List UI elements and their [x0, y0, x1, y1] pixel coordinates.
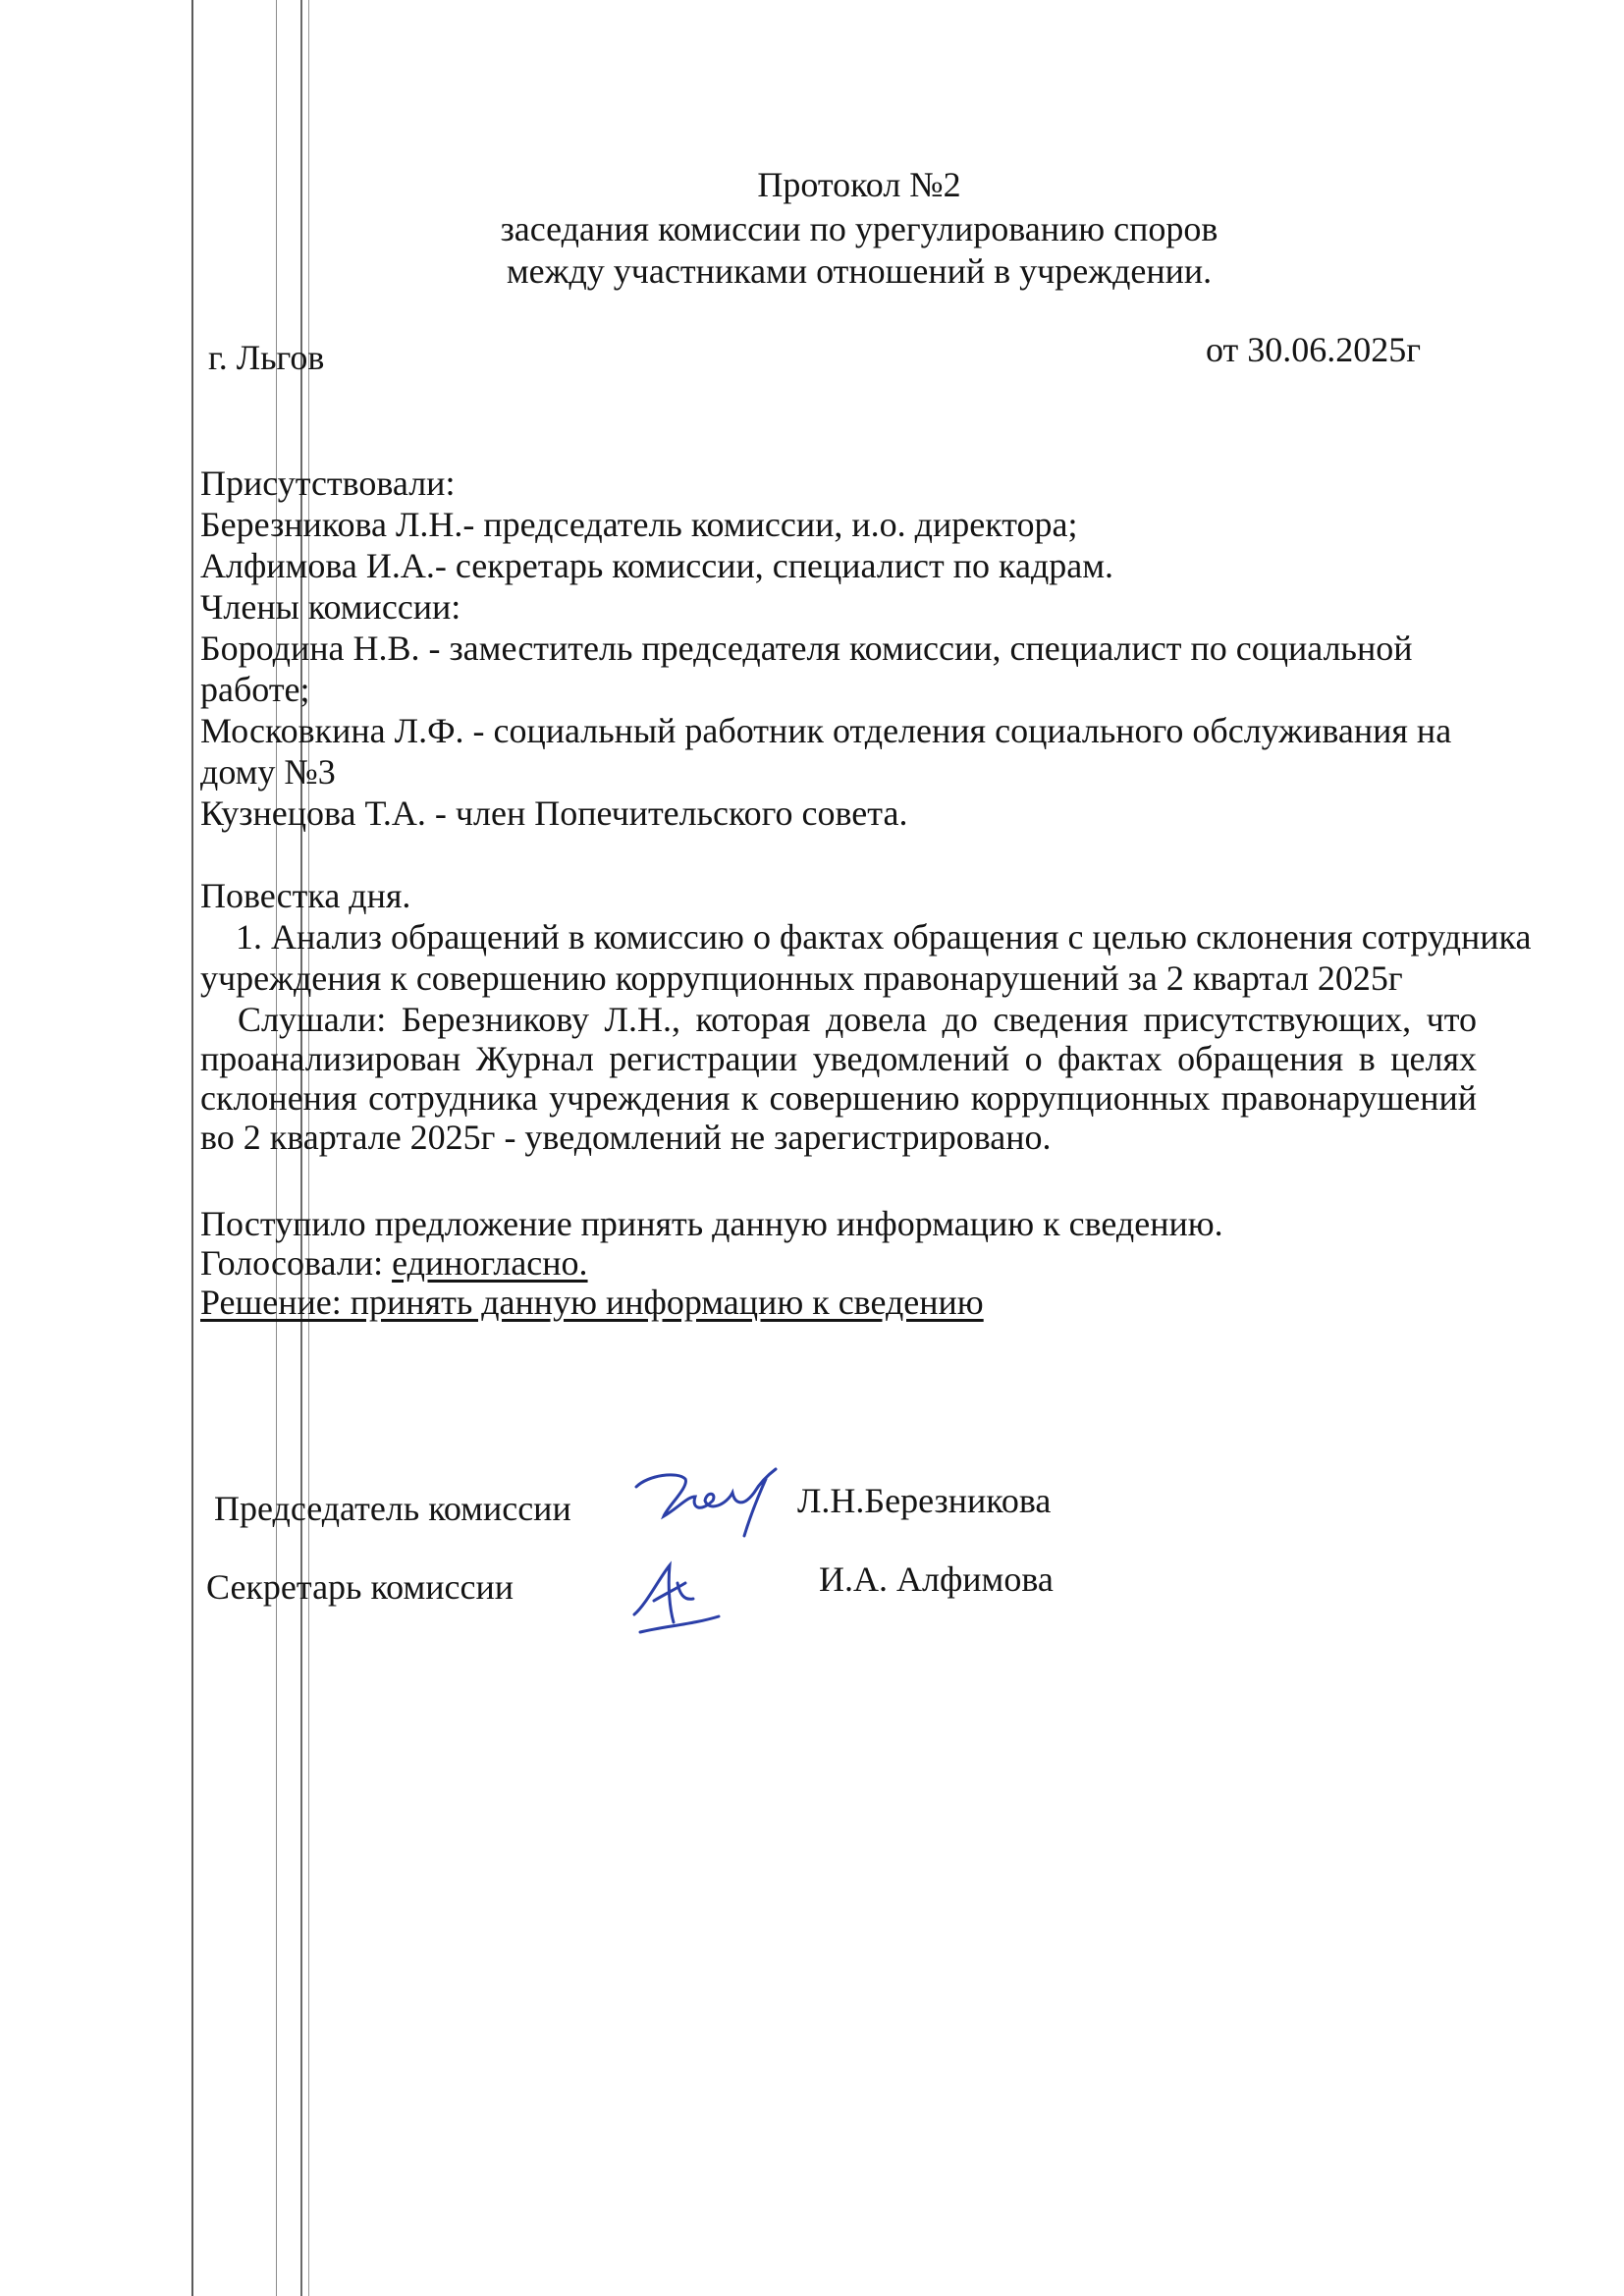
- member-2-line2: дому №3: [200, 752, 336, 792]
- chair-signature: [628, 1457, 805, 1546]
- attendee-secretary: Алфимова И.А.- секретарь комиссии, специалист по кадрам.: [200, 546, 1114, 585]
- secretary-role: Секретарь комиссии: [206, 1567, 514, 1607]
- member-3: Кузнецова Т.А. - член Попечительского совета.: [200, 793, 908, 833]
- heard-paragraph: Слушали: Березникову Л.Н., которая довела до сведения присутствующих, что проанализирован Журнал регистрации уведомлений о фактах обращения в целях склонения сотрудника учреждения к совершению коррупционных правонарушений во 2 квартале 2025г - уведомлений не зарегистрировано.: [200, 1000, 1477, 1157]
- decision: Решение: принять данную информацию к сведению: [200, 1283, 984, 1322]
- protocol-subtitle-line1: заседания комиссии по урегулированию споров: [500, 209, 1218, 248]
- place: г. Льгов: [208, 338, 325, 377]
- voting-result: единогласно.: [392, 1243, 588, 1283]
- member-1-line1: Бородина Н.В. - заместитель председателя комиссии, специалист по социальной: [200, 629, 1413, 668]
- agenda-heading: Повестка дня.: [200, 876, 411, 915]
- member-1-line2: работе;: [200, 670, 310, 709]
- protocol-date: от 30.06.2025г: [1206, 330, 1422, 369]
- voting-label: Голосовали:: [200, 1243, 393, 1283]
- protocol-subtitle-line2: между участниками отношений в учреждении.: [506, 251, 1213, 291]
- attendee-chair: Березникова Л.Н.- председатель комиссии, и.о. директора;: [200, 505, 1078, 544]
- agenda-item-1-line2: учреждения к совершению коррупционных правонарушений за 2 квартал 2025г: [200, 958, 1403, 998]
- voting-line: [200, 1243, 588, 1283]
- protocol-title: Протокол №2: [757, 165, 961, 204]
- scan-artifact-line: [191, 0, 193, 2296]
- chair-role: Председатель комиссии: [214, 1489, 571, 1528]
- secretary-signature: [624, 1554, 742, 1642]
- attendance-heading: Присутствовали:: [200, 464, 456, 503]
- secretary-name: И.А. Алфимова: [819, 1559, 1054, 1599]
- members-heading: Члены комиссии:: [200, 587, 461, 627]
- member-2-line1: Московкина Л.Ф. - социальный работник отделения социального обслуживания на: [200, 711, 1452, 750]
- proposal: Поступило предложение принять данную информацию к сведению.: [200, 1204, 1223, 1243]
- agenda-item-1-line1: 1. Анализ обращений в комиссию о фактах обращения с целью склонения сотрудника: [236, 917, 1532, 957]
- chair-name: Л.Н.Березникова: [797, 1481, 1052, 1520]
